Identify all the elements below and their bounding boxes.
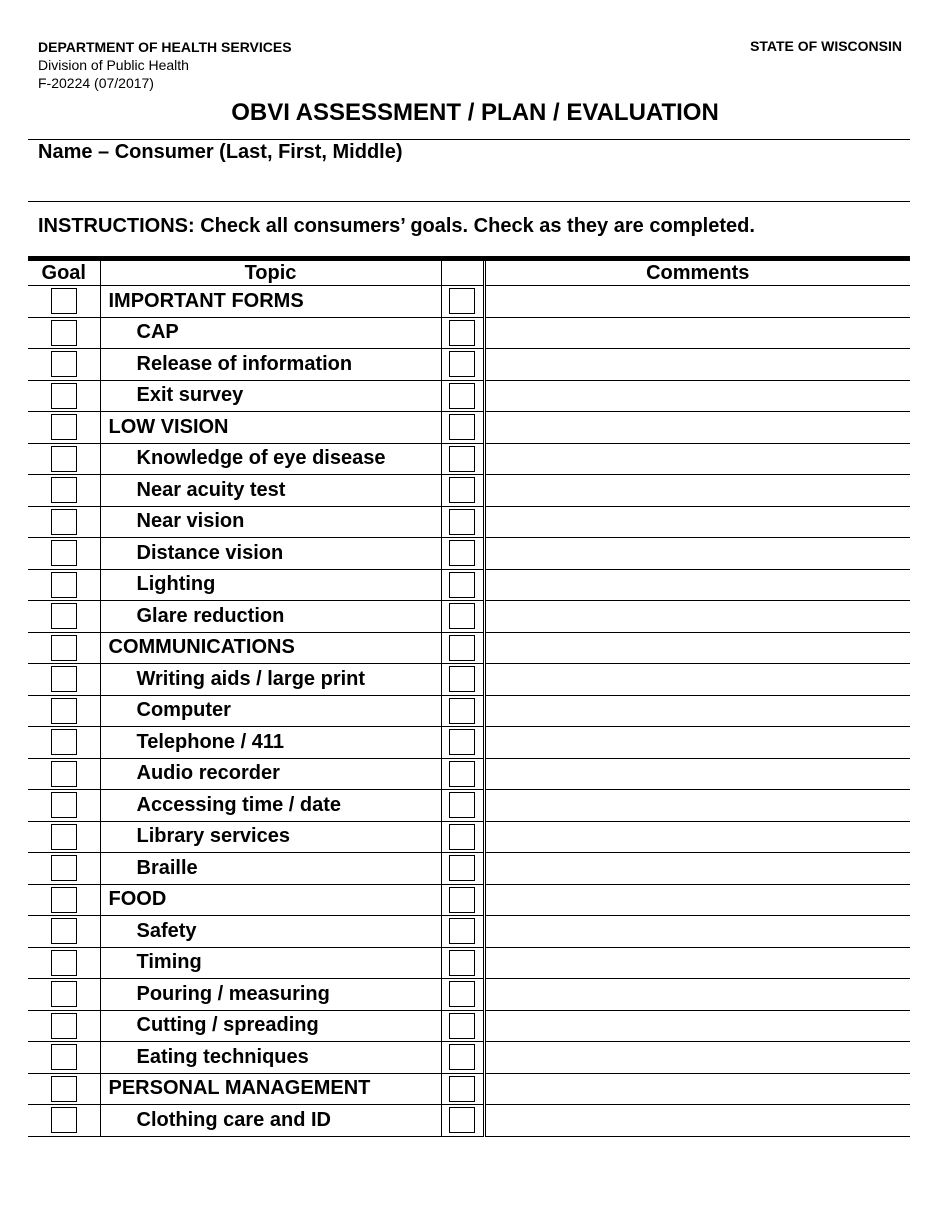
comment-field[interactable] xyxy=(484,884,910,916)
goal-cell xyxy=(28,317,100,349)
goal-checkbox[interactable] xyxy=(51,824,77,850)
completed-checkbox[interactable] xyxy=(449,572,475,598)
goal-cell xyxy=(28,601,100,633)
topic-item-label: Lighting xyxy=(100,569,441,601)
completed-cell xyxy=(441,947,484,979)
comment-field[interactable] xyxy=(484,1010,910,1042)
topic-item-label: Library services xyxy=(100,821,441,853)
table-row xyxy=(28,664,910,696)
completed-checkbox[interactable] xyxy=(449,603,475,629)
completed-cell xyxy=(441,1073,484,1105)
goal-cell xyxy=(28,727,100,759)
completed-checkbox[interactable] xyxy=(449,950,475,976)
completed-cell xyxy=(441,443,484,475)
goal-checkbox[interactable] xyxy=(51,761,77,787)
table-row xyxy=(28,632,910,664)
completed-checkbox[interactable] xyxy=(449,824,475,850)
completed-checkbox[interactable] xyxy=(449,477,475,503)
completed-checkbox[interactable] xyxy=(449,1107,475,1133)
goal-cell xyxy=(28,916,100,948)
completed-cell xyxy=(441,569,484,601)
comment-field[interactable] xyxy=(484,601,910,633)
goal-checkbox[interactable] xyxy=(51,698,77,724)
completed-checkbox[interactable] xyxy=(449,729,475,755)
goal-cell xyxy=(28,412,100,444)
table-row xyxy=(28,443,910,475)
goal-checkbox[interactable] xyxy=(51,477,77,503)
completed-cell xyxy=(441,758,484,790)
table-row xyxy=(28,1105,910,1137)
completed-checkbox[interactable] xyxy=(449,288,475,314)
completed-checkbox[interactable] xyxy=(449,918,475,944)
topic-item-label: Pouring / measuring xyxy=(100,979,441,1011)
goal-cell xyxy=(28,506,100,538)
goal-cell xyxy=(28,853,100,885)
goal-checkbox[interactable] xyxy=(51,446,77,472)
goal-checkbox[interactable] xyxy=(51,792,77,818)
completed-cell xyxy=(441,853,484,885)
completed-checkbox[interactable] xyxy=(449,981,475,1007)
completed-cell xyxy=(441,1010,484,1042)
comment-field[interactable] xyxy=(484,1105,910,1137)
comment-field[interactable] xyxy=(484,853,910,885)
comments-column-header: Comments xyxy=(484,259,910,286)
completed-cell xyxy=(441,538,484,570)
divider xyxy=(28,139,910,140)
table-header-row xyxy=(28,259,910,286)
completed-checkbox[interactable] xyxy=(449,1044,475,1070)
comment-field[interactable] xyxy=(484,947,910,979)
goal-checkbox[interactable] xyxy=(51,603,77,629)
topic-section-heading: IMPORTANT FORMS xyxy=(100,286,441,318)
comment-field[interactable] xyxy=(484,758,910,790)
goal-checkbox[interactable] xyxy=(51,1107,77,1133)
comment-field[interactable] xyxy=(484,1042,910,1074)
goal-checkbox[interactable] xyxy=(51,414,77,440)
comment-field[interactable] xyxy=(484,821,910,853)
completed-checkbox[interactable] xyxy=(449,761,475,787)
table-row xyxy=(28,695,910,727)
completed-cell xyxy=(441,380,484,412)
comment-field[interactable] xyxy=(484,664,910,696)
completed-checkbox[interactable] xyxy=(449,635,475,661)
completed-cell xyxy=(441,821,484,853)
topic-section-heading: LOW VISION xyxy=(100,412,441,444)
topic-item-label: Writing aids / large print xyxy=(100,664,441,696)
table-row xyxy=(28,884,910,916)
consumer-name-field[interactable] xyxy=(38,170,898,198)
completed-cell xyxy=(441,979,484,1011)
completed-cell xyxy=(441,506,484,538)
goal-checkbox[interactable] xyxy=(51,887,77,913)
table-row xyxy=(28,412,910,444)
goal-checkbox[interactable] xyxy=(51,981,77,1007)
goal-checkbox[interactable] xyxy=(51,855,77,881)
goal-checkbox[interactable] xyxy=(51,1013,77,1039)
comment-field[interactable] xyxy=(484,916,910,948)
goal-cell xyxy=(28,821,100,853)
goal-checkbox[interactable] xyxy=(51,288,77,314)
table-row xyxy=(28,853,910,885)
state-name: STATE OF WISCONSIN xyxy=(750,38,902,54)
goal-cell xyxy=(28,1042,100,1074)
goal-checkbox[interactable] xyxy=(51,666,77,692)
goal-cell xyxy=(28,790,100,822)
comment-field[interactable] xyxy=(484,317,910,349)
comment-field[interactable] xyxy=(484,790,910,822)
topic-item-label: Knowledge of eye disease xyxy=(100,443,441,475)
topic-item-label: Safety xyxy=(100,916,441,948)
goals-table xyxy=(28,256,910,1137)
completed-cell xyxy=(441,790,484,822)
topic-item-label: Audio recorder xyxy=(100,758,441,790)
table-row xyxy=(28,538,910,570)
goal-cell xyxy=(28,632,100,664)
goal-cell xyxy=(28,380,100,412)
goal-cell xyxy=(28,569,100,601)
completed-cell xyxy=(441,727,484,759)
instructions-text: INSTRUCTIONS: Check all consumers’ goals. Check as they are completed. xyxy=(38,215,755,237)
completed-checkbox[interactable] xyxy=(449,855,475,881)
goal-cell xyxy=(28,443,100,475)
completed-checkbox[interactable] xyxy=(449,792,475,818)
completed-checkbox[interactable] xyxy=(449,540,475,566)
completed-checkbox[interactable] xyxy=(449,414,475,440)
comment-field[interactable] xyxy=(484,506,910,538)
table-row xyxy=(28,947,910,979)
goal-cell xyxy=(28,695,100,727)
topic-item-label: Cutting / spreading xyxy=(100,1010,441,1042)
goal-cell xyxy=(28,947,100,979)
completed-checkbox[interactable] xyxy=(449,446,475,472)
topic-item-label: Clothing care and ID xyxy=(100,1105,441,1137)
completed-checkbox[interactable] xyxy=(449,383,475,409)
goal-checkbox[interactable] xyxy=(51,635,77,661)
goal-column-header: Goal xyxy=(28,259,100,286)
topic-item-label: Timing xyxy=(100,947,441,979)
topic-item-label: Distance vision xyxy=(100,538,441,570)
comment-field[interactable] xyxy=(484,695,910,727)
goal-checkbox[interactable] xyxy=(51,351,77,377)
topic-item-label: Telephone / 411 xyxy=(100,727,441,759)
completed-checkbox[interactable] xyxy=(449,509,475,535)
comment-field[interactable] xyxy=(484,412,910,444)
consumer-name-label: Name – Consumer (Last, First, Middle) xyxy=(38,141,403,163)
completed-checkbox[interactable] xyxy=(449,698,475,724)
completed-cell xyxy=(441,695,484,727)
goal-checkbox[interactable] xyxy=(51,572,77,598)
completed-checkbox[interactable] xyxy=(449,666,475,692)
topic-item-label: Computer xyxy=(100,695,441,727)
completed-cell xyxy=(441,632,484,664)
goal-checkbox[interactable] xyxy=(51,918,77,944)
topic-item-label: Release of information xyxy=(100,349,441,381)
goal-cell xyxy=(28,475,100,507)
comment-field[interactable] xyxy=(484,727,910,759)
goal-cell xyxy=(28,349,100,381)
completed-cell xyxy=(441,601,484,633)
goal-cell xyxy=(28,1010,100,1042)
completed-checkbox[interactable] xyxy=(449,1013,475,1039)
comment-field[interactable] xyxy=(484,1073,910,1105)
table-row xyxy=(28,979,910,1011)
comment-field[interactable] xyxy=(484,443,910,475)
department-name: DEPARTMENT OF HEALTH SERVICES xyxy=(38,39,292,55)
completed-cell xyxy=(441,1105,484,1137)
table-row xyxy=(28,506,910,538)
division-name: Division of Public Health xyxy=(38,57,189,73)
topic-item-label: Exit survey xyxy=(100,380,441,412)
goal-cell xyxy=(28,286,100,318)
completed-cell xyxy=(441,475,484,507)
form-number: F-20224 (07/2017) xyxy=(38,75,154,91)
agency-header xyxy=(38,38,292,92)
completed-cell xyxy=(441,664,484,696)
topic-item-label: Accessing time / date xyxy=(100,790,441,822)
table-row xyxy=(28,317,910,349)
table-row xyxy=(28,1042,910,1074)
comment-field[interactable] xyxy=(484,538,910,570)
topic-item-label: Braille xyxy=(100,853,441,885)
divider xyxy=(28,201,910,202)
goal-checkbox[interactable] xyxy=(51,383,77,409)
goal-checkbox[interactable] xyxy=(51,1076,77,1102)
completed-checkbox[interactable] xyxy=(449,351,475,377)
goal-cell xyxy=(28,1105,100,1137)
table-row xyxy=(28,286,910,318)
comment-field[interactable] xyxy=(484,569,910,601)
completed-cell xyxy=(441,884,484,916)
comment-field[interactable] xyxy=(484,475,910,507)
completed-cell xyxy=(441,1042,484,1074)
comment-field[interactable] xyxy=(484,979,910,1011)
table-row xyxy=(28,916,910,948)
table-row xyxy=(28,790,910,822)
topic-item-label: Near vision xyxy=(100,506,441,538)
table-row xyxy=(28,1073,910,1105)
goal-cell xyxy=(28,1073,100,1105)
table-row xyxy=(28,380,910,412)
topic-section-heading: PERSONAL MANAGEMENT xyxy=(100,1073,441,1105)
table-row xyxy=(28,475,910,507)
table-row xyxy=(28,1010,910,1042)
goal-cell xyxy=(28,538,100,570)
table-row xyxy=(28,727,910,759)
goal-checkbox[interactable] xyxy=(51,729,77,755)
comment-field[interactable] xyxy=(484,632,910,664)
comment-field[interactable] xyxy=(484,380,910,412)
completed-checkbox[interactable] xyxy=(449,1076,475,1102)
goal-cell xyxy=(28,664,100,696)
goal-cell xyxy=(28,884,100,916)
goal-checkbox[interactable] xyxy=(51,509,77,535)
goal-checkbox[interactable] xyxy=(51,1044,77,1070)
goal-checkbox[interactable] xyxy=(51,540,77,566)
table-row xyxy=(28,349,910,381)
topic-item-label: Eating techniques xyxy=(100,1042,441,1074)
topic-item-label: Glare reduction xyxy=(100,601,441,633)
comment-field[interactable] xyxy=(484,286,910,318)
completed-cell xyxy=(441,286,484,318)
topic-section-heading: COMMUNICATIONS xyxy=(100,632,441,664)
completed-checkbox[interactable] xyxy=(449,320,475,346)
topic-column-header: Topic xyxy=(100,259,441,286)
goal-checkbox[interactable] xyxy=(51,950,77,976)
completed-cell xyxy=(441,349,484,381)
completed-cell xyxy=(441,317,484,349)
table-row xyxy=(28,821,910,853)
table-row xyxy=(28,601,910,633)
goal-cell xyxy=(28,979,100,1011)
completed-column-header xyxy=(441,259,484,286)
topic-item-label: CAP xyxy=(100,317,441,349)
comment-field[interactable] xyxy=(484,349,910,381)
table-row xyxy=(28,758,910,790)
goal-checkbox[interactable] xyxy=(51,320,77,346)
topic-section-heading: FOOD xyxy=(100,884,441,916)
completed-cell xyxy=(441,412,484,444)
table-row xyxy=(28,569,910,601)
completed-cell xyxy=(441,916,484,948)
goal-cell xyxy=(28,758,100,790)
completed-checkbox[interactable] xyxy=(449,887,475,913)
form-title: OBVI ASSESSMENT / PLAN / EVALUATION xyxy=(231,99,719,126)
topic-item-label: Near acuity test xyxy=(100,475,441,507)
